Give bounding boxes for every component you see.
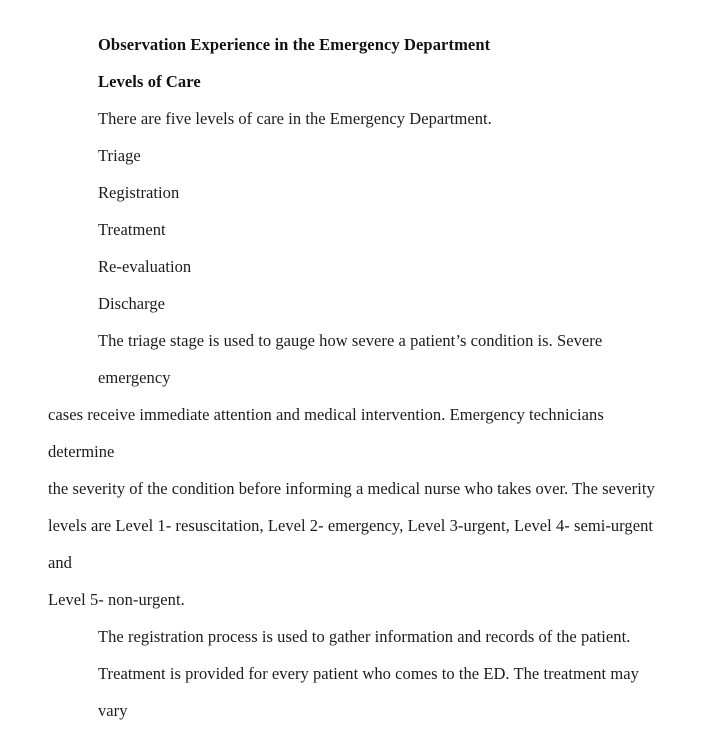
treatment-paragraph xyxy=(48,655,668,729)
triage-paragraph xyxy=(48,322,668,618)
triage-paragraph-line-3: the severity of the condition before informing a medical nurse who takes over. The severity xyxy=(48,479,655,498)
triage-paragraph-line-5: Level 5- non-urgent. xyxy=(48,590,185,609)
registration-paragraph-line-1: The registration process is used to gather information and records of the patient. xyxy=(98,627,631,646)
level-item-discharge: Discharge xyxy=(98,294,166,313)
document-title: Observation Experience in the Emergency Department xyxy=(98,35,491,54)
level-item-triage: Triage xyxy=(98,146,141,165)
triage-paragraph-line-4: levels are Level 1- resuscitation, Level 2- emergency, Level 3-urgent, Level 4- semi-urgent and xyxy=(48,516,658,572)
document-body xyxy=(48,26,668,729)
level-item-re-evaluation: Re-evaluation xyxy=(98,257,192,276)
triage-paragraph-line-2: cases receive immediate attention and medical intervention. Emergency technicians determine xyxy=(48,405,608,461)
registration-paragraph xyxy=(48,618,668,655)
triage-paragraph-line-1: The triage stage is used to gauge how severe a patient’s condition is. Severe emergency xyxy=(98,331,607,387)
intro-sentence: There are five levels of care in the Emergency Department. xyxy=(98,109,492,128)
treatment-paragraph-line-1: Treatment is provided for every patient who comes to the ED. The treatment may vary xyxy=(98,664,644,720)
level-item-treatment: Treatment xyxy=(98,220,166,239)
section-heading-levels-of-care: Levels of Care xyxy=(98,72,201,91)
level-item-registration: Registration xyxy=(98,183,180,202)
